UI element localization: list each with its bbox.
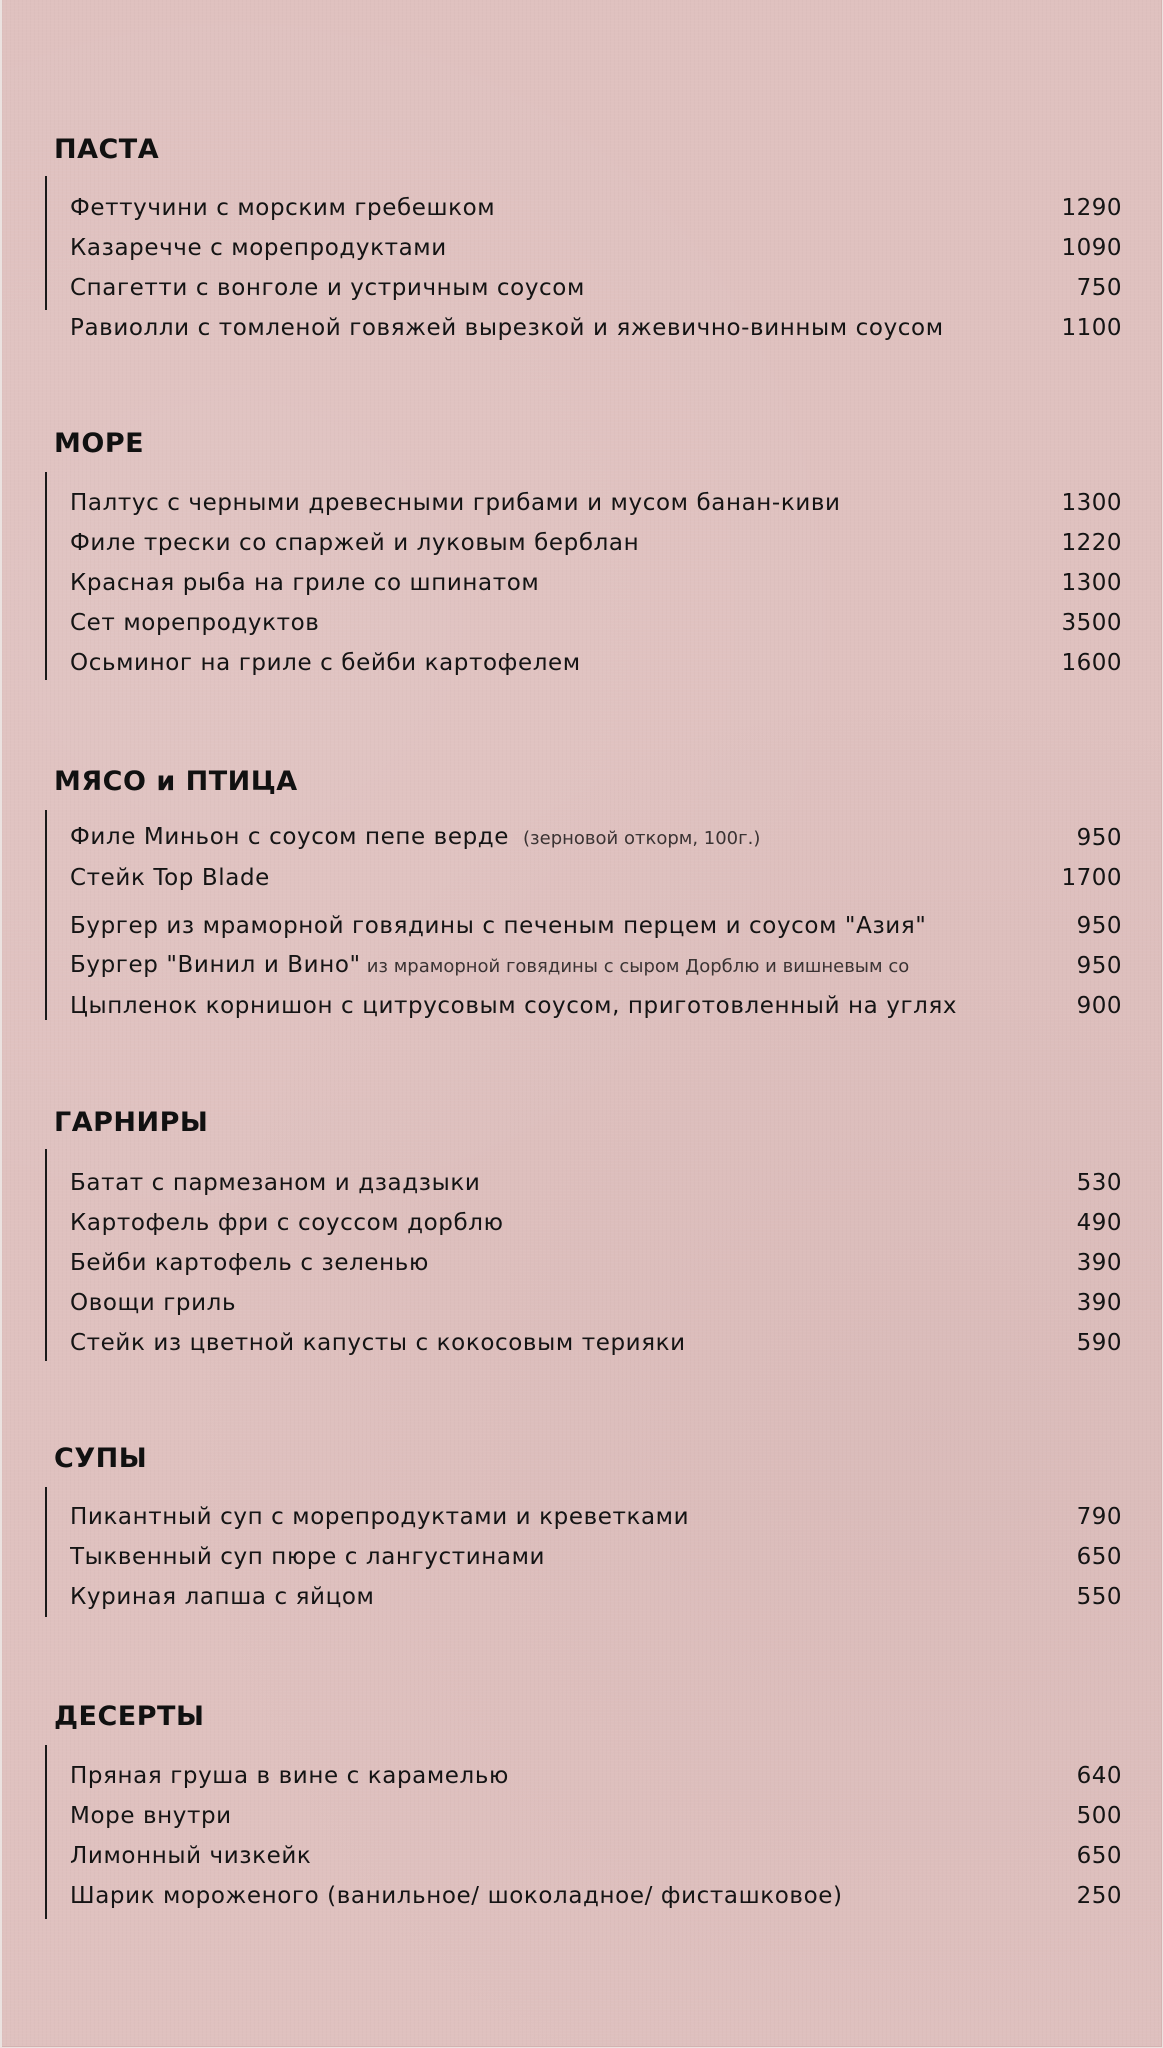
menu-item bbox=[70, 1165, 1122, 1201]
item-name: Бургер из мраморной говядины с печеным перцем и соусом "Азия" bbox=[70, 913, 927, 939]
item-price: 950 bbox=[1076, 953, 1122, 979]
item-price: 1300 bbox=[1061, 490, 1122, 516]
menu-item bbox=[70, 860, 1122, 896]
menu-item bbox=[70, 1838, 1122, 1874]
item-name: Стейк Top Blade bbox=[70, 865, 270, 891]
item-name: Картофель фри с соуссом дорблю bbox=[70, 1210, 504, 1236]
item-name: Спагетти с вонголе и устричным соусом bbox=[70, 275, 585, 301]
menu-item bbox=[70, 908, 1122, 944]
item-price: 500 bbox=[1076, 1803, 1122, 1829]
menu-item bbox=[70, 525, 1122, 561]
item-name: Сет морепродуктов bbox=[70, 610, 320, 636]
menu-item bbox=[70, 230, 1122, 266]
section-title: МОРЕ bbox=[54, 428, 145, 459]
menu-item bbox=[70, 988, 1122, 1024]
item-price: 1220 bbox=[1061, 530, 1122, 556]
section-divider-line bbox=[45, 810, 47, 1020]
menu-item bbox=[70, 1245, 1122, 1281]
item-price: 1300 bbox=[1061, 570, 1122, 596]
section-title: ПАСТА bbox=[54, 134, 160, 165]
menu-sheet bbox=[2, 0, 1162, 2047]
item-name: Море внутри bbox=[70, 1803, 232, 1829]
item-price: 950 bbox=[1076, 825, 1122, 851]
menu-item bbox=[70, 1758, 1122, 1794]
item-price: 1090 bbox=[1061, 235, 1122, 261]
item-price: 650 bbox=[1076, 1843, 1122, 1869]
item-note: из мраморной говядины с сыром Дорблю и вишневым со bbox=[366, 956, 910, 977]
item-price: 1290 bbox=[1061, 195, 1122, 221]
item-name: Бейби картофель с зеленью bbox=[70, 1250, 429, 1276]
item-name: Овощи гриль bbox=[70, 1290, 237, 1316]
item-name: Пикантный суп с морепродуктами и креветками bbox=[70, 1504, 690, 1530]
item-price: 3500 bbox=[1061, 610, 1122, 636]
item-price: 590 bbox=[1076, 1330, 1122, 1356]
item-name bbox=[70, 819, 760, 857]
item-price: 1100 bbox=[1061, 315, 1122, 341]
item-price: 1700 bbox=[1061, 865, 1122, 891]
item-name: Феттучини с морским гребешком bbox=[70, 195, 496, 221]
item-name-text: Филе Миньон с соусом пепе верде bbox=[70, 824, 510, 850]
item-name: Казаречче с морепродуктами bbox=[70, 235, 447, 261]
item-price: 640 bbox=[1076, 1763, 1122, 1789]
menu-item bbox=[70, 270, 1122, 306]
item-name: Батат с пармезаном и дзадзыки bbox=[70, 1170, 481, 1196]
section-divider-line bbox=[45, 472, 47, 680]
item-note: (зерновой откорм, 100г.) bbox=[523, 828, 761, 849]
section-title: ГАРНИРЫ bbox=[54, 1107, 209, 1138]
menu-item bbox=[70, 565, 1122, 601]
item-price: 550 bbox=[1076, 1584, 1122, 1610]
menu-item bbox=[70, 820, 1122, 856]
item-price: 790 bbox=[1076, 1504, 1122, 1530]
item-name: Цыпленок корнишон с цитрусовым соусом, приготовленный на углях bbox=[70, 993, 958, 1019]
section-divider-line bbox=[45, 1149, 47, 1361]
item-name: Шарик мороженого (ванильное/ шоколадное/ фисташковое) bbox=[70, 1883, 843, 1909]
menu-item bbox=[70, 1205, 1122, 1241]
section-title: ДЕСЕРТЫ bbox=[54, 1701, 205, 1732]
item-price: 390 bbox=[1076, 1290, 1122, 1316]
item-name: Пряная груша в вине с карамелью bbox=[70, 1763, 509, 1789]
item-name: Равиолли с томленой говяжей вырезкой и яжевично-винным соусом bbox=[70, 315, 944, 341]
item-name: Куриная лапша с яйцом bbox=[70, 1584, 375, 1610]
menu-item bbox=[70, 1499, 1122, 1535]
menu-item bbox=[70, 1878, 1122, 1914]
menu-item bbox=[70, 1798, 1122, 1834]
item-name: Осьминог на гриле с бейби картофелем bbox=[70, 650, 581, 676]
item-price: 950 bbox=[1076, 913, 1122, 939]
menu-item bbox=[70, 1285, 1122, 1321]
item-price: 250 bbox=[1076, 1883, 1122, 1909]
item-price: 390 bbox=[1076, 1250, 1122, 1276]
item-price: 650 bbox=[1076, 1544, 1122, 1570]
item-name: Тыквенный суп пюре с лангустинами bbox=[70, 1544, 546, 1570]
section-title: МЯСО и ПТИЦА bbox=[54, 766, 298, 797]
item-price: 900 bbox=[1076, 993, 1122, 1019]
menu-item bbox=[70, 645, 1122, 681]
section-divider-line bbox=[45, 1745, 47, 1919]
menu-item bbox=[70, 485, 1122, 521]
menu-item bbox=[70, 190, 1122, 226]
item-price: 1600 bbox=[1061, 650, 1122, 676]
item-name bbox=[70, 947, 909, 985]
menu-item bbox=[70, 605, 1122, 641]
menu-item bbox=[70, 310, 1122, 346]
item-name: Стейк из цветной капусты с кокосовым терияки bbox=[70, 1330, 686, 1356]
section-divider-line bbox=[45, 176, 47, 310]
item-price: 490 bbox=[1076, 1210, 1122, 1236]
item-name: Филе трески со спаржей и луковым берблан bbox=[70, 530, 640, 556]
section-title: СУПЫ bbox=[54, 1443, 148, 1474]
menu-item bbox=[70, 1325, 1122, 1361]
item-price: 750 bbox=[1076, 275, 1122, 301]
item-price: 530 bbox=[1076, 1170, 1122, 1196]
item-name: Красная рыба на гриле со шпинатом bbox=[70, 570, 540, 596]
item-name: Палтус с черными древесными грибами и мусом банан-киви bbox=[70, 490, 841, 516]
menu-item bbox=[70, 948, 1122, 984]
menu-item bbox=[70, 1539, 1122, 1575]
menu-item bbox=[70, 1579, 1122, 1615]
item-name-text: Бургер "Винил и Вино" bbox=[70, 952, 361, 978]
item-name: Лимонный чизкейк bbox=[70, 1843, 312, 1869]
section-divider-line bbox=[45, 1487, 47, 1617]
